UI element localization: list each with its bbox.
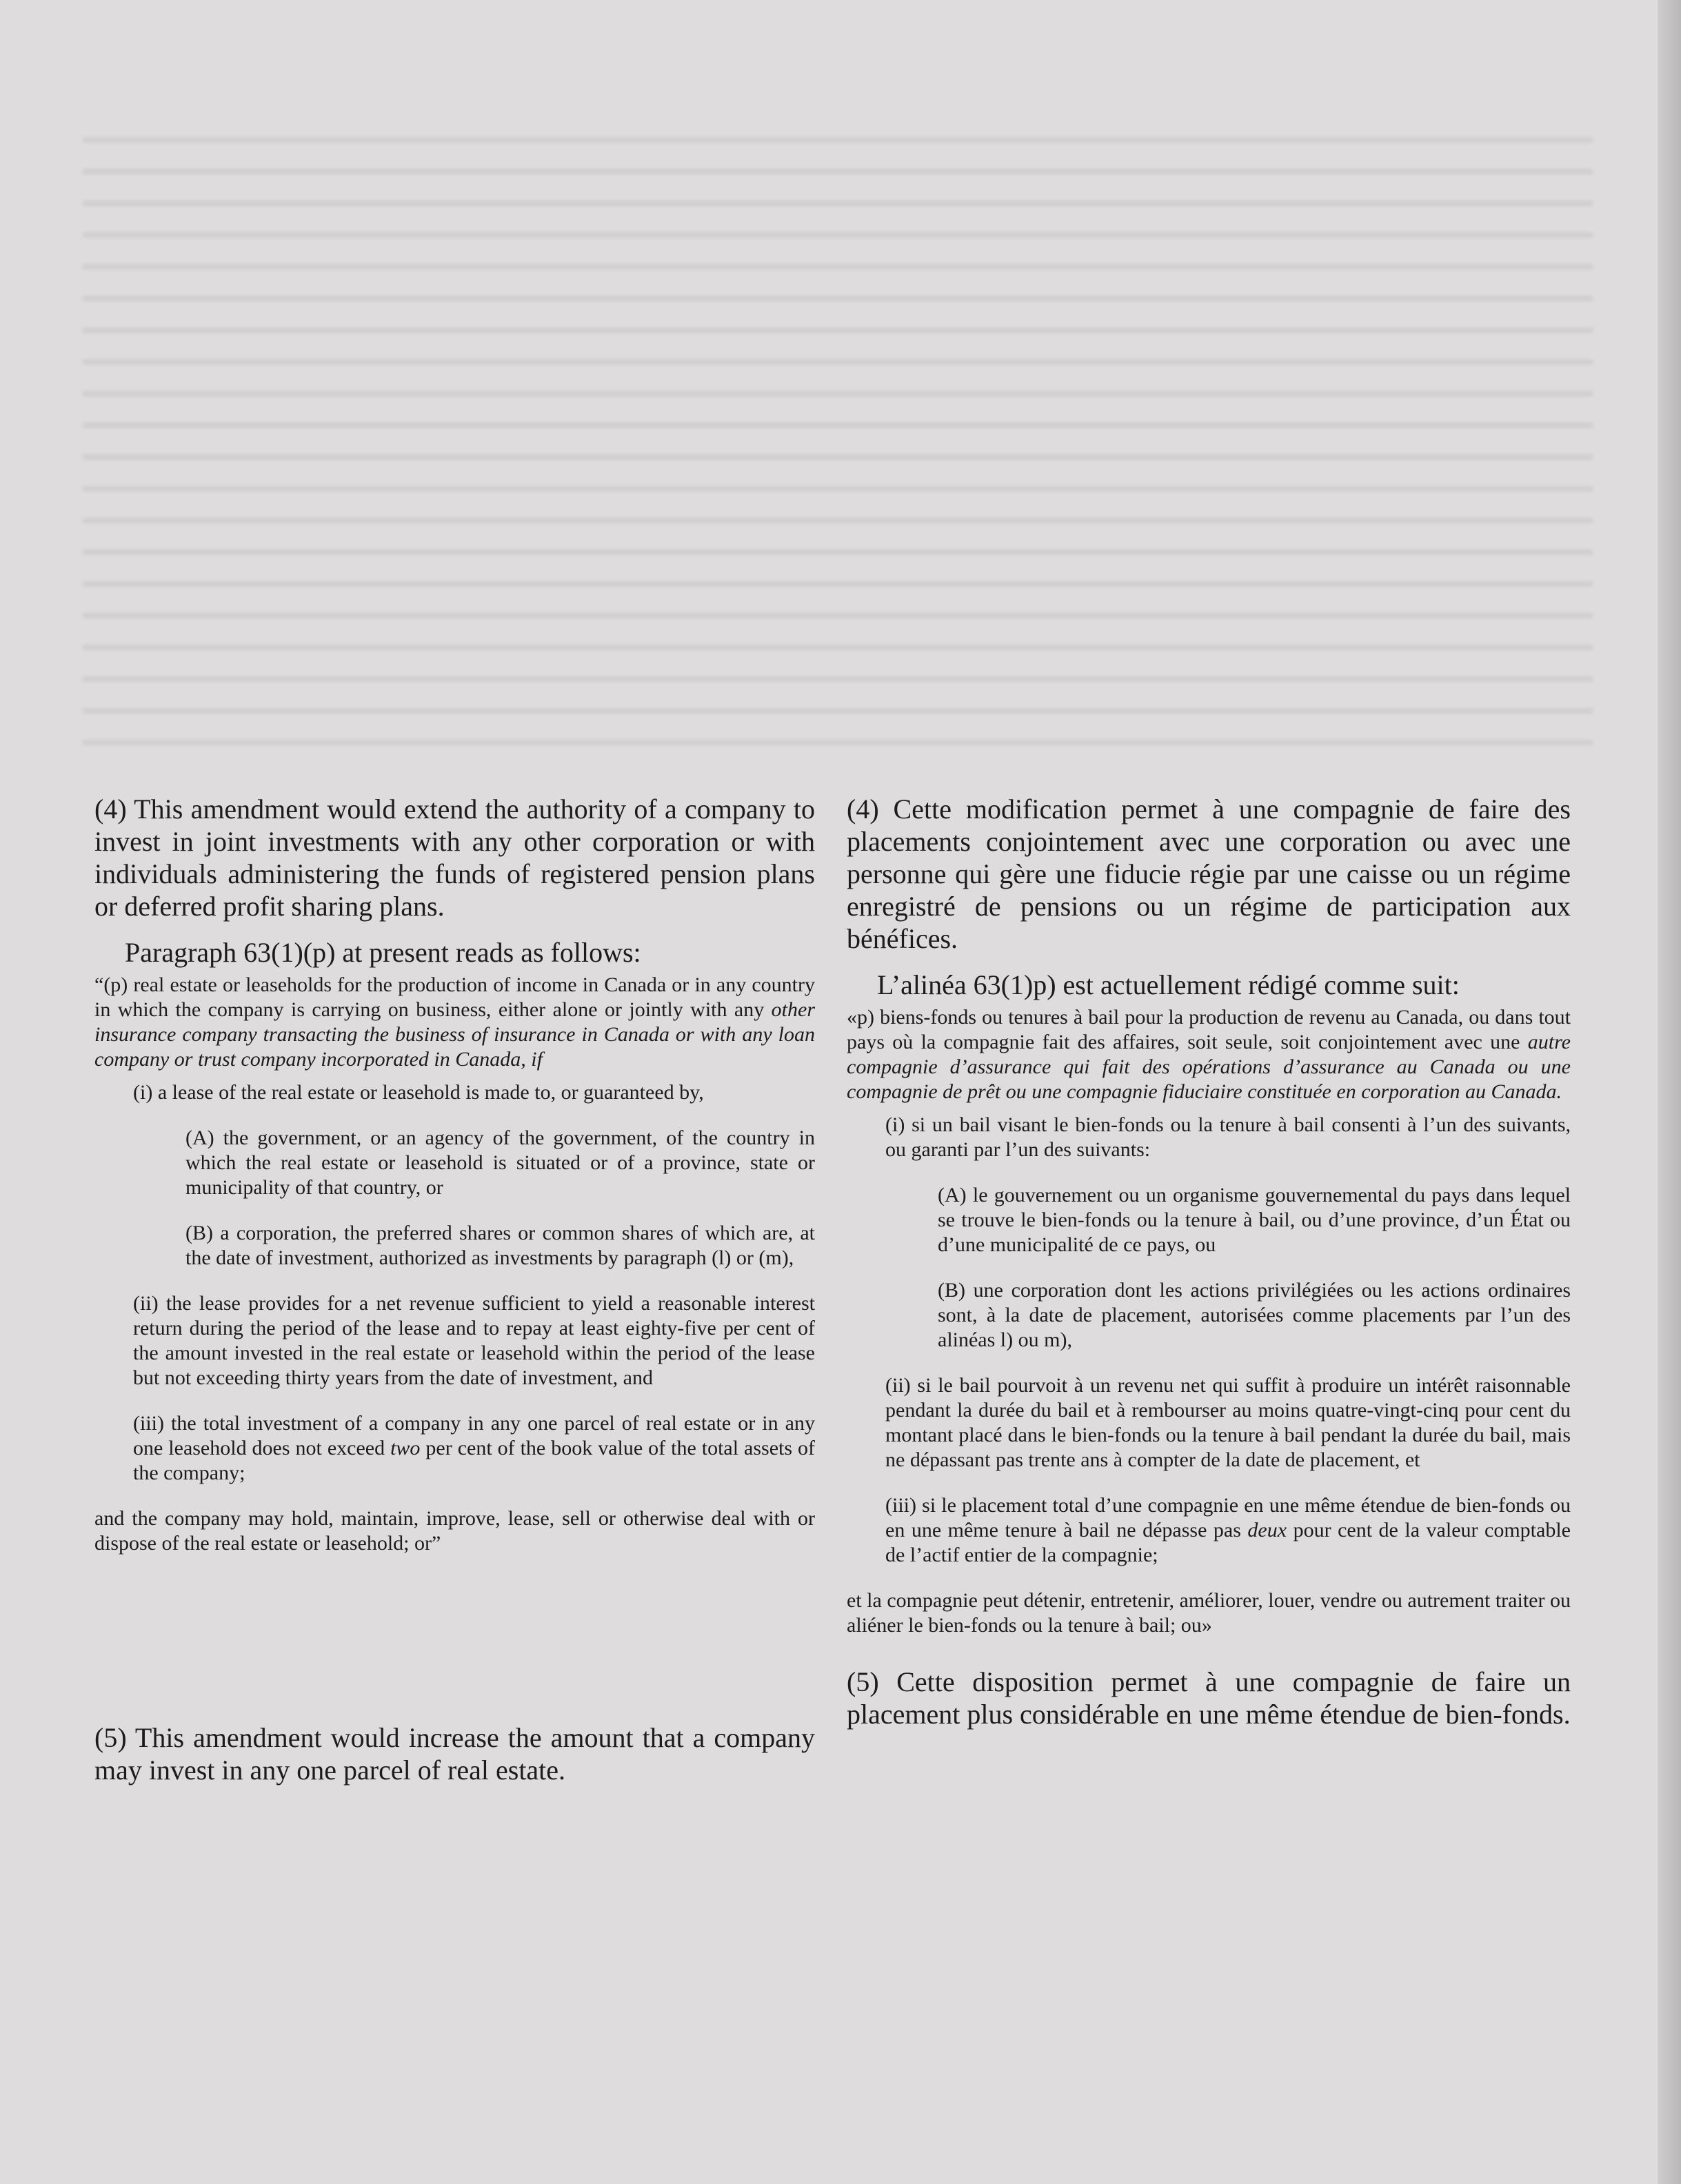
clause-i-fr: (i) si un bail visant le bien-fonds ou la tenure à bail consenti à l’un des suivants, ou garanti par l’un des suivants:: [885, 1113, 1571, 1161]
para-p-text: «p) biens-fonds ou tenures à bail pour la production de revenu au Canada, ou dans tout pays où la compagnie fait des affaires, soit seule, soit conjointement avec une: [847, 1006, 1571, 1053]
english-column: [94, 793, 815, 1786]
para-p-text: “(p) real estate or leaseholds for the production of income in Canada or in any country in which the company is carrying on business, either alone or jointly with any: [94, 973, 815, 1021]
clause-ii-en: (ii) the lease provides for a net revenue sufficient to yield a reasonable interest return during the period of the lease and to repay at least eighty-five per cent of the amount invested in the real estate or leasehold within the period of the lease but not exceeding thirty years from the date of investment, and: [133, 1292, 815, 1389]
quoted-provision-en: [94, 973, 815, 1556]
french-column: [847, 793, 1571, 1730]
note-4-en: (4) This amendment would extend the authority of a company to invest in joint investments with any other corporation or with individuals administering the funds of registered pension plans or deferred profit sharing plans.: [94, 793, 815, 922]
intro-en: Paragraph 63(1)(p) at present reads as follows:: [125, 937, 641, 968]
clause-i-en: (i) a lease of the real estate or leasehold is made to, or guaranteed by,: [133, 1081, 704, 1104]
clause-iii-text-end: per cent of the book value of the total assets of the company;: [133, 1437, 815, 1484]
clause-iii-text: (iii) si le placement total d’une compagnie en une même étendue de bien-fonds ou en une même tenure à bail ne dépasse pas: [885, 1494, 1571, 1541]
note-4-fr: (4) Cette modification permet à une compagnie de faire des placements conjointement avec une corporation ou avec une personne qui gère une fiducie régie par une caisse ou un régime enregistré de pensions ou un régime de participation aux bénéfices.: [847, 793, 1571, 954]
clause-iii-text: (iii) the total investment of a company in any one parcel of real estate or in any one leasehold does not exceed: [133, 1412, 815, 1459]
clause-B-fr: (B) une corporation dont les actions privilégiées ou les actions ordinaires sont, à la date de placement, autorisées comme placements par l’un des alinéas l) ou m),: [938, 1279, 1571, 1351]
quoted-provision-fr: [847, 1005, 1571, 1638]
clause-iii-italic: deux: [1247, 1519, 1287, 1541]
tail-fr: et la compagnie peut détenir, entretenir, améliorer, louer, vendre ou autrement traiter ou aliéner le bien-fonds ou la tenure à bail; ou»: [847, 1589, 1571, 1637]
clause-iii-en: [133, 1411, 815, 1486]
clause-A-en: (A) the government, or an agency of the government, of the country in which the real estate or leasehold is situated or of a province, state or municipality of that country, or: [185, 1126, 815, 1199]
para-p-en: [94, 973, 815, 1072]
intro-fr: L’alinéa 63(1)p) est actuellement rédigé comme suit:: [877, 969, 1460, 1000]
clause-ii-fr: (ii) si le bail pourvoit à un revenu net qui suffit à produire un intérêt raisonnable pendant la durée du bail et à rembourser au moins quatre-vingt-cinq pour cent du montant placé dans le bien-fonds ou la tenure à bail pendant la durée du bail, mais ne dépassant pas trente ans à compter de la date de placement, et: [885, 1374, 1571, 1471]
clause-iii-text-end: pour cent de la valeur comptable de l’actif entier de la compagnie;: [885, 1519, 1571, 1566]
bleed-through-text: [83, 138, 1593, 772]
clause-B-en: (B) a corporation, the preferred shares or common shares of which are, at the date of investment, authorized as investments by paragraph (l) or (m),: [185, 1222, 815, 1269]
para-p-italic: other insurance company transacting the business of insurance in Canada or with any loan company or trust company incorporated in Canada, if: [94, 998, 815, 1071]
clause-iii-italic: two: [390, 1437, 421, 1459]
clause-A-fr: (A) le gouvernement ou un organisme gouvernemental du pays dans lequel se trouve le bien-fonds ou la tenure à bail, ou d’une province, d’un État ou d’une municipalité de ce pays, ou: [938, 1184, 1571, 1256]
note-5-en: (5) This amendment would increase the amount that a company may invest in any one parcel of real estate.: [94, 1722, 815, 1786]
clause-iii-fr: [885, 1493, 1571, 1568]
tail-en: and the company may hold, maintain, improve, lease, sell or otherwise deal with or dispose of the real estate or leasehold; or”: [94, 1507, 815, 1555]
page-edge: [1658, 0, 1681, 2184]
para-p-fr: [847, 1005, 1571, 1104]
note-5-fr: (5) Cette disposition permet à une compagnie de faire un placement plus considérable en une même étendue de bien-fonds.: [847, 1666, 1571, 1730]
para-p-italic: autre compagnie d’assurance qui fait des opérations d’assurance au Canada ou une compagnie de prêt ou une compagnie fiduciaire constituée en corporation au Canada.: [847, 1031, 1571, 1103]
